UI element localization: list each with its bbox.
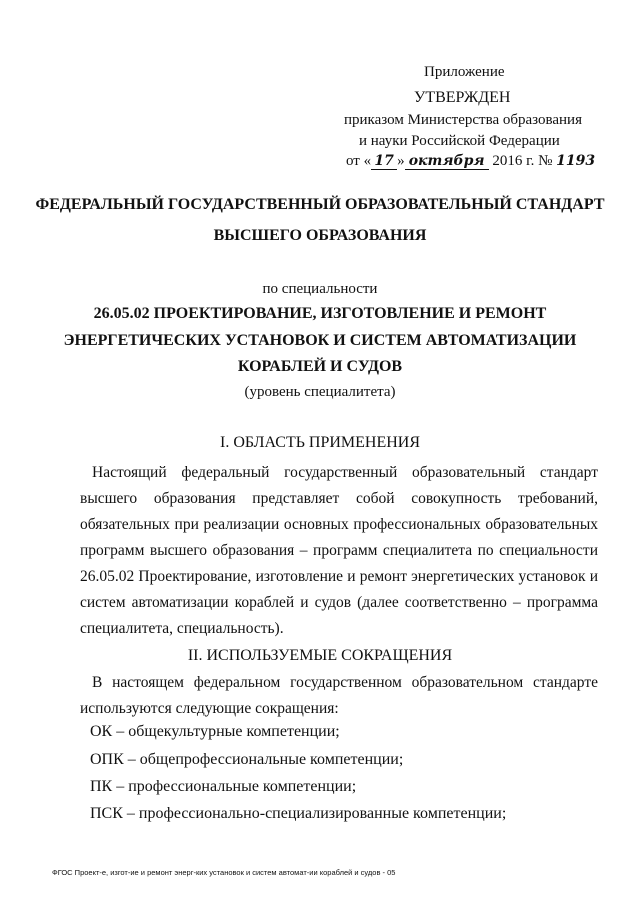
approved-label: УТВЕРЖДЕН [414, 89, 511, 106]
specialty-line-3: КОРАБЛЕЙ И СУДОВ [237, 358, 403, 375]
standard-title-line-1: ФЕДЕРАЛЬНЫЙ ГОСУДАРСТВЕННЫЙ ОБРАЗОВАТЕЛЬНЫЙ СТАНДАРТ [35, 196, 605, 213]
order-line-1: приказом Министерства образования [344, 112, 582, 128]
footer-note: ФГОС Проект-е, изгот-ие и ремонт энерг-ких установок и систем автомат-ии кораблей и судов - 05 [52, 868, 396, 877]
order-number-handwritten: 1193 [556, 153, 596, 169]
date-year: 2016 г. № [492, 153, 553, 169]
section-1-heading: I. ОБЛАСТЬ ПРИМЕНЕНИЯ [219, 434, 421, 451]
specialty-line-1: 26.05.02 ПРОЕКТИРОВАНИЕ, ИЗГОТОВЛЕНИЕ И РЕМОНТ [93, 305, 547, 322]
abbreviation-item-pk: ПК – профессиональные компетенции; [90, 778, 357, 795]
date-day-handwritten: 17 [371, 153, 397, 170]
order-line-2: и науки Российской Федерации [359, 133, 560, 149]
abbreviation-item-psk: ПСК – профессионально-специализированные компетенции; [90, 805, 507, 822]
abbreviation-item-opk: ОПК – общепрофессиональные компетенции; [90, 751, 404, 768]
order-date-line [346, 153, 596, 170]
section-2-paragraph: В настоящем федеральном государственном образовательном стандарте используются следующие сокращения: [80, 674, 598, 717]
standard-title-line-2: ВЫСШЕГО ОБРАЗОВАНИЯ [213, 227, 427, 244]
date-prefix: от « [346, 153, 372, 169]
specialty-line-2: ЭНЕРГЕТИЧЕСКИХ УСТАНОВОК И СИСТЕМ АВТОМАТИЗАЦИИ [63, 332, 577, 349]
section-2-heading: II. ИСПОЛЬЗУЕМЫЕ СОКРАЩЕНИЯ [187, 647, 453, 664]
date-month-handwritten: октября [405, 153, 489, 170]
specialty-level: (уровень специалитета) [244, 384, 396, 400]
abbreviation-item-ok: ОК – общекультурные компетенции; [90, 723, 340, 740]
specialty-intro: по специальности [262, 281, 378, 297]
appendix-label: Приложение [424, 64, 505, 80]
date-quote-close: » [397, 153, 405, 169]
section-1-paragraph: Настоящий федеральный государственный образовательный стандарт высшего образования представляет собой совокупность требований, обязательных при реализации основных профессиональных образовательных программ высшего образования – программ специалитета по специальности 26.05.02 Проектирование, изготовление и ремонт энергетических установок и систем автоматизации кораблей и судов (далее соответственно – программа специалитета, специальность). [80, 464, 598, 637]
